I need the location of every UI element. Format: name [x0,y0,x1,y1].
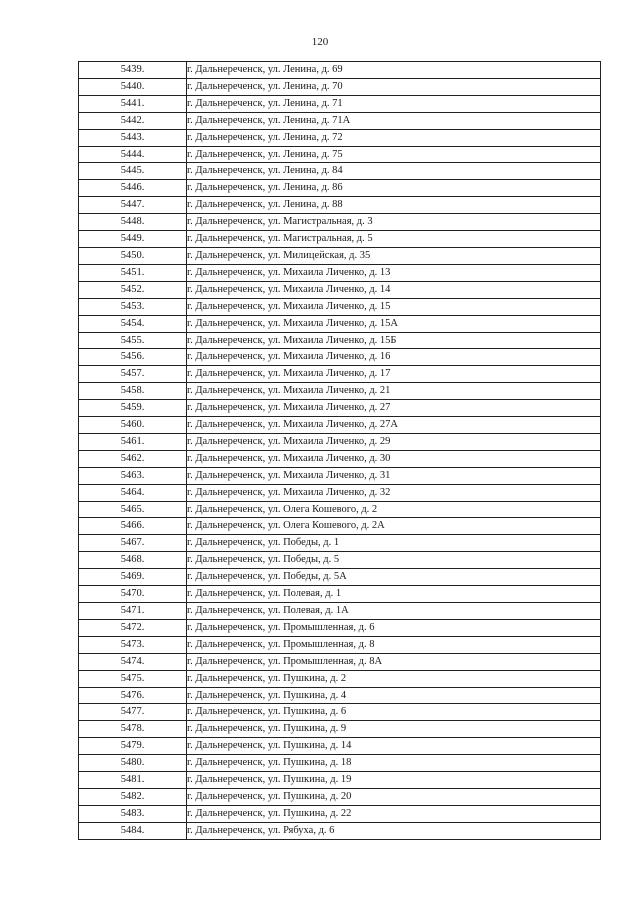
address-cell: г. Дальнереченск, ул. Магистральная, д. 5 [187,231,601,248]
table-row [79,586,601,603]
table-row [79,197,601,214]
row-number-cell: 5465. [79,501,187,518]
row-number-cell: 5473. [79,636,187,653]
address-table-body [79,62,601,840]
table-row [79,214,601,231]
table-row [79,484,601,501]
row-number-cell: 5453. [79,298,187,315]
table-row [79,569,601,586]
row-number-cell: 5445. [79,163,187,180]
page-number: 120 [311,36,329,48]
table-row [79,433,601,450]
address-cell: г. Дальнереченск, ул. Пушкина, д. 14 [187,738,601,755]
table-row [79,670,601,687]
address-cell: г. Дальнереченск, ул. Промышленная, д. 6 [187,619,601,636]
address-cell: г. Дальнереченск, ул. Ленина, д. 70 [187,78,601,95]
address-cell: г. Дальнереченск, ул. Промышленная, д. 8А [187,653,601,670]
row-number-cell: 5440. [79,78,187,95]
address-table [78,61,601,840]
address-cell: г. Дальнереченск, ул. Михаила Личенко, д. 17 [187,366,601,383]
row-number-cell: 5483. [79,805,187,822]
row-number-cell: 5464. [79,484,187,501]
table-row [79,755,601,772]
table-row [79,552,601,569]
row-number-cell: 5482. [79,788,187,805]
table-row [79,619,601,636]
address-cell: г. Дальнереченск, ул. Михаила Личенко, д. 13 [187,264,601,281]
address-cell: г. Дальнереченск, ул. Михаила Личенко, д. 29 [187,433,601,450]
row-number-cell: 5459. [79,400,187,417]
row-number-cell: 5456. [79,349,187,366]
table-row [79,349,601,366]
row-number-cell: 5476. [79,687,187,704]
table-row [79,180,601,197]
table-row [79,315,601,332]
address-cell: г. Дальнереченск, ул. Ленина, д. 86 [187,180,601,197]
address-cell: г. Дальнереченск, ул. Михаила Личенко, д. 15 [187,298,601,315]
address-cell: г. Дальнереченск, ул. Михаила Личенко, д. 32 [187,484,601,501]
row-number-cell: 5468. [79,552,187,569]
row-number-cell: 5466. [79,518,187,535]
address-cell: г. Дальнереченск, ул. Ленина, д. 75 [187,146,601,163]
address-cell: г. Дальнереченск, ул. Победы, д. 1 [187,535,601,552]
table-row [79,467,601,484]
table-row [79,738,601,755]
address-cell: г. Дальнереченск, ул. Пушкина, д. 19 [187,772,601,789]
row-number-cell: 5469. [79,569,187,586]
table-row [79,805,601,822]
row-number-cell: 5478. [79,721,187,738]
address-cell: г. Дальнереченск, ул. Михаила Личенко, д. 27 [187,400,601,417]
address-cell: г. Дальнереченск, ул. Победы, д. 5А [187,569,601,586]
address-cell: г. Дальнереченск, ул. Ленина, д. 72 [187,129,601,146]
row-number-cell: 5451. [79,264,187,281]
address-cell: г. Дальнереченск, ул. Пушкина, д. 4 [187,687,601,704]
table-row [79,163,601,180]
row-number-cell: 5479. [79,738,187,755]
address-cell: г. Дальнереченск, ул. Олега Кошевого, д. 2 [187,501,601,518]
row-number-cell: 5455. [79,332,187,349]
row-number-cell: 5461. [79,433,187,450]
row-number-cell: 5481. [79,772,187,789]
table-row [79,636,601,653]
table-row [79,450,601,467]
address-cell: г. Дальнереченск, ул. Пушкина, д. 18 [187,755,601,772]
table-row [79,146,601,163]
table-row [79,687,601,704]
row-number-cell: 5457. [79,366,187,383]
row-number-cell: 5475. [79,670,187,687]
address-cell: г. Дальнереченск, ул. Михаила Личенко, д. 27А [187,417,601,434]
table-row [79,772,601,789]
address-cell: г. Дальнереченск, ул. Промышленная, д. 8 [187,636,601,653]
table-row [79,518,601,535]
row-number-cell: 5463. [79,467,187,484]
row-number-cell: 5452. [79,281,187,298]
table-row [79,653,601,670]
row-number-cell: 5471. [79,603,187,620]
table-row [79,62,601,79]
row-number-cell: 5458. [79,383,187,400]
address-cell: г. Дальнереченск, ул. Милицейская, д. 35 [187,247,601,264]
row-number-cell: 5462. [79,450,187,467]
row-number-cell: 5448. [79,214,187,231]
row-number-cell: 5480. [79,755,187,772]
row-number-cell: 5477. [79,704,187,721]
row-number-cell: 5460. [79,417,187,434]
row-number-cell: 5474. [79,653,187,670]
table-row [79,332,601,349]
table-row [79,95,601,112]
table-row [79,78,601,95]
row-number-cell: 5454. [79,315,187,332]
address-cell: г. Дальнереченск, ул. Михаила Личенко, д. 30 [187,450,601,467]
table-row [79,383,601,400]
table-row [79,264,601,281]
row-number-cell: 5446. [79,180,187,197]
address-cell: г. Дальнереченск, ул. Полевая, д. 1 [187,586,601,603]
row-number-cell: 5441. [79,95,187,112]
row-number-cell: 5444. [79,146,187,163]
table-row [79,112,601,129]
table-row [79,247,601,264]
table-row [79,231,601,248]
address-cell: г. Дальнереченск, ул. Михаила Личенко, д. 16 [187,349,601,366]
table-row [79,603,601,620]
row-number-cell: 5442. [79,112,187,129]
row-number-cell: 5439. [79,62,187,79]
table-row [79,298,601,315]
row-number-cell: 5484. [79,822,187,839]
address-cell: г. Дальнереченск, ул. Михаила Личенко, д. 15Б [187,332,601,349]
address-cell: г. Дальнереченск, ул. Михаила Личенко, д. 21 [187,383,601,400]
row-number-cell: 5472. [79,619,187,636]
address-cell: г. Дальнереченск, ул. Михаила Личенко, д. 14 [187,281,601,298]
address-cell: г. Дальнереченск, ул. Магистральная, д. 3 [187,214,601,231]
address-cell: г. Дальнереченск, ул. Олега Кошевого, д. 2А [187,518,601,535]
address-cell: г. Дальнереченск, ул. Ленина, д. 84 [187,163,601,180]
address-cell: г. Дальнереченск, ул. Пушкина, д. 6 [187,704,601,721]
table-row [79,704,601,721]
address-cell: г. Дальнереченск, ул. Ленина, д. 71А [187,112,601,129]
table-row [79,822,601,839]
address-cell: г. Дальнереченск, ул. Победы, д. 5 [187,552,601,569]
table-row [79,535,601,552]
address-cell: г. Дальнереченск, ул. Ленина, д. 71 [187,95,601,112]
row-number-cell: 5443. [79,129,187,146]
address-cell: г. Дальнереченск, ул. Пушкина, д. 20 [187,788,601,805]
address-cell: г. Дальнереченск, ул. Михаила Личенко, д. 31 [187,467,601,484]
table-row [79,721,601,738]
row-number-cell: 5449. [79,231,187,248]
table-row [79,417,601,434]
row-number-cell: 5447. [79,197,187,214]
address-cell: г. Дальнереченск, ул. Ленина, д. 88 [187,197,601,214]
address-cell: г. Дальнереченск, ул. Пушкина, д. 9 [187,721,601,738]
row-number-cell: 5470. [79,586,187,603]
table-row [79,281,601,298]
table-row [79,129,601,146]
address-cell: г. Дальнереченск, ул. Ленина, д. 69 [187,62,601,79]
row-number-cell: 5450. [79,247,187,264]
table-row [79,501,601,518]
table-row [79,400,601,417]
address-cell: г. Дальнереченск, ул. Пушкина, д. 2 [187,670,601,687]
address-cell: г. Дальнереченск, ул. Полевая, д. 1А [187,603,601,620]
table-row [79,366,601,383]
address-cell: г. Дальнереченск, ул. Михаила Личенко, д. 15А [187,315,601,332]
row-number-cell: 5467. [79,535,187,552]
address-cell: г. Дальнереченск, ул. Рябуха, д. 6 [187,822,601,839]
address-cell: г. Дальнереченск, ул. Пушкина, д. 22 [187,805,601,822]
table-row [79,788,601,805]
